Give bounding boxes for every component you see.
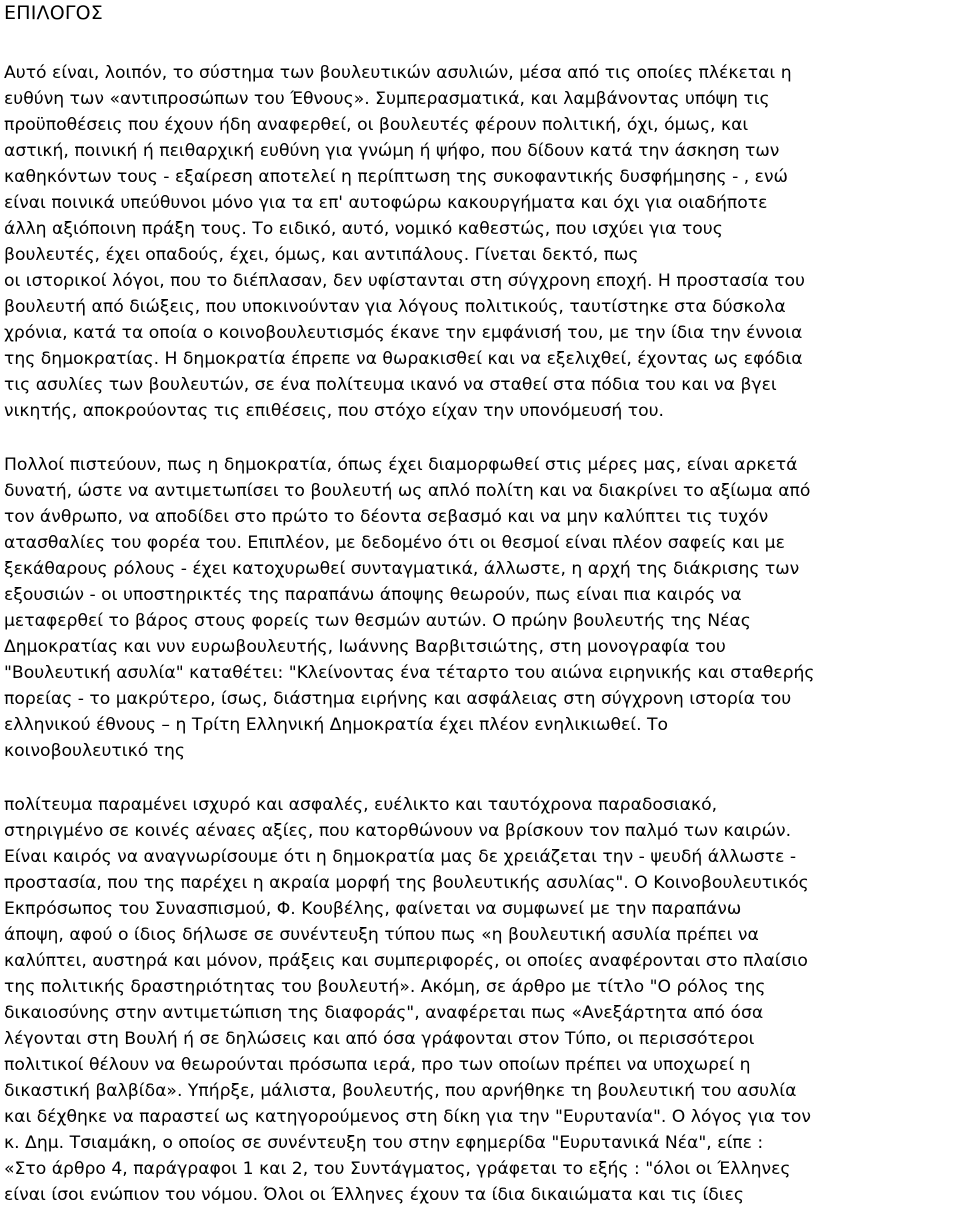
text-line: λέγονται στη Βουλή ή σε δηλώσεις και από όσα γράφονται στον Τύπο, οι περισσότεροι: [4, 1029, 755, 1049]
text-line: αστική, ποινική ή πειθαρχική ευθύνη για γνώμη ή ψήφο, που δίδουν κατά την άσκηση των: [4, 141, 780, 161]
text-line: στηριγμένο σε κοινές αέναες αξίες, που κατορθώνουν να βρίσκουν τον παλμό των καιρών.: [4, 821, 792, 841]
text-line: «Στο άρθρο 4, παράγραφοι 1 και 2, του Συντάγματος, γράφεται το εξής : "όλοι οι Έλληνες: [4, 1159, 791, 1179]
text-line: Δημοκρατίας και νυν ευρωβουλευτής, Ιωάννης Βαρβιτσιώτης, στη μονογραφία του: [4, 637, 726, 657]
text-line: δικαστική βαλβίδα». Υπήρξε, μάλιστα, βουλευτής, που αρνήθηκε τη βουλευτική του ασυλία: [4, 1081, 797, 1101]
text-line: τον άνθρωπο, να αποδίδει στο πρώτο το δέοντα σεβασμό και να μην καλύπτει τις τυχόν: [4, 507, 769, 527]
text-line: ελληνικού έθνους – η Τρίτη Ελληνική Δημοκρατία έχει πλέον ενηλικιωθεί. Το: [4, 715, 669, 735]
text-line: της πολιτικής δραστηριότητας του βουλευτή». Ακόμη, σε άρθρο με τίτλο "Ο ρόλος της: [4, 977, 766, 997]
text-line: δικαιοσύνης στην αντιμετώπιση της διαφοράς", αναφέρεται πως «Ανεξάρτητα από όσα: [4, 1003, 764, 1023]
text-line: άλλη αξιόποινη πράξη τους. Το ειδικό, αυτό, νομικό καθεστώς, που ισχύει για τους: [4, 219, 723, 239]
text-line: νικητής, αποκρούοντας τις επιθέσεις, που στόχο είχαν την υπονόμευσή του.: [4, 401, 665, 421]
text-line: της δημοκρατίας. Η δημοκρατία έπρεπε να θωρακισθεί και να εξελιχθεί, έχοντας ως εφόδια: [4, 349, 803, 369]
text-line: πολίτευμα παραμένει ισχυρό και ασφαλές, ευέλικτο και ταυτόχρονα παραδοσιακό,: [4, 795, 718, 815]
paragraph-2: [4, 452, 956, 764]
spacer: [4, 424, 956, 452]
text-line: τις ασυλίες των βουλευτών, σε ένα πολίτευμα ικανό να σταθεί στα πόδια του και να βγει: [4, 375, 777, 395]
text-line: δυνατή, ώστε να αντιμετωπίσει το βουλευτή ως απλό πολίτη και να διακρίνει το αξίωμα από: [4, 481, 811, 501]
text-line: κοινοβουλευτικό της: [4, 741, 186, 761]
text-line: ξεκάθαρους ρόλους - έχει κατοχυρωθεί συνταγματικά, άλλωστε, η αρχή της διάκρισης των: [4, 559, 800, 579]
spacer: [4, 26, 956, 60]
spacer: [4, 764, 956, 792]
text-line: πολιτικοί θέλουν να θεωρούνται πρόσωπα ιερά, προ των οποίων πρέπει να υποχωρεί η: [4, 1055, 751, 1075]
text-line: "Βουλευτική ασυλία" καταθέτει: "Κλείνοντας ένα τέταρτο του αιώνα ειρηνικής και σταθερής: [4, 663, 815, 683]
document-page: [4, 0, 956, 1208]
text-line: προστασία, που της παρέχει η ακραία μορφή της βουλευτικής ασυλίας". Ο Κοινοβουλευτικός: [4, 873, 809, 893]
text-line: Πολλοί πιστεύουν, πως η δημοκρατία, όπως έχει διαμορφωθεί στις μέρες μας, είναι αρκετά: [4, 455, 798, 475]
text-line: Εκπρόσωπος του Συνασπισμού, Φ. Κουβέλης, φαίνεται να συμφωνεί με την παραπάνω: [4, 899, 742, 919]
text-line: εξουσιών - οι υποστηρικτές της παραπάνω άποψης θεωρούν, πως είναι πια καιρός να: [4, 585, 742, 605]
section-heading: ΕΠΙΛΟΓΟΣ: [4, 2, 103, 24]
text-line: χρόνια, κατά τα οποία ο κοινοβουλευτισμός έκανε την εμφάνισή του, με την ίδια την έννοια: [4, 323, 803, 343]
paragraph-3: [4, 792, 956, 1208]
text-line: και δέχθηκε να παραστεί ως κατηγορούμενος στη δίκη για την "Ευρυτανία". Ο λόγος για τον: [4, 1107, 811, 1127]
text-line: άποψη, αφού ο ίδιος δήλωσε σε συνέντευξη τύπου πως «η βουλευτική ασυλία πρέπει να: [4, 925, 759, 945]
text-line: πορείας - το μακρύτερο, ίσως, διάστημα ειρήνης και ασφάλειας στη σύγχρονη ιστορία του: [4, 689, 792, 709]
text-line: βουλευτές, έχει οπαδούς, έχει, όμως, και αντιπάλους. Γίνεται δεκτό, πως: [4, 245, 639, 265]
text-line: καλύπτει, αυστηρά και μόνον, πράξεις και συμπεριφορές, οι οποίες αναφέρονται στο πλαίσιο: [4, 951, 808, 971]
text-line: προϋποθέσεις που έχουν ήδη αναφερθεί, οι βουλευτές φέρουν πολιτική, όχι, όμως, και: [4, 115, 749, 135]
text-line: Αυτό είναι, λοιπόν, το σύστημα των βουλευτικών ασυλιών, μέσα από τις οποίες πλέκεται η: [4, 63, 792, 83]
text-line: μεταφερθεί το βάρος στους φορείς των θεσμών αυτών. Ο πρώην βουλευτής της Νέας: [4, 611, 751, 631]
text-line: ευθύνη των «αντιπροσώπων του Έθνους». Συμπερασματικά, και λαμβάνοντας υπόψη τις: [4, 89, 770, 109]
text-line: καθηκόντων τους - εξαίρεση αποτελεί η περίπτωση της συκοφαντικής δυσφήμησης - , ενώ: [4, 167, 788, 187]
text-line: Είναι καιρός να αναγνωρίσουμε ότι η δημοκρατία μας δε χρειάζεται την - ψευδή άλλωστε -: [4, 847, 797, 867]
text-line: ατασθαλίες του φορέα του. Επιπλέον, με δεδομένο ότι οι θεσμοί είναι πλέον σαφείς και με: [4, 533, 785, 553]
text-line: είναι ίσοι ενώπιον του νόμου. Όλοι οι Έλληνες έχουν τα ίδια δικαιώματα και τις ίδιες: [4, 1185, 744, 1205]
text-line: βουλευτή από διώξεις, που υποκινούνταν για λόγους πολιτικούς, ταυτίστηκε στα δύσκολα: [4, 297, 786, 317]
paragraph-1: [4, 60, 956, 424]
text-line: είναι ποινικά υπεύθυνοι μόνο για τα επ' αυτοφώρω κακουργήματα και όχι για οιαδήποτε: [4, 193, 768, 213]
text-line: οι ιστορικοί λόγοι, που το διέπλασαν, δεν υφίστανται στη σύγχρονη εποχή. Η προστασία του: [4, 271, 805, 291]
text-line: κ. Δημ. Τσιαμάκη, ο οποίος σε συνέντευξη του στην εφημερίδα "Ευρυτανικά Νέα", είπε :: [4, 1133, 764, 1153]
